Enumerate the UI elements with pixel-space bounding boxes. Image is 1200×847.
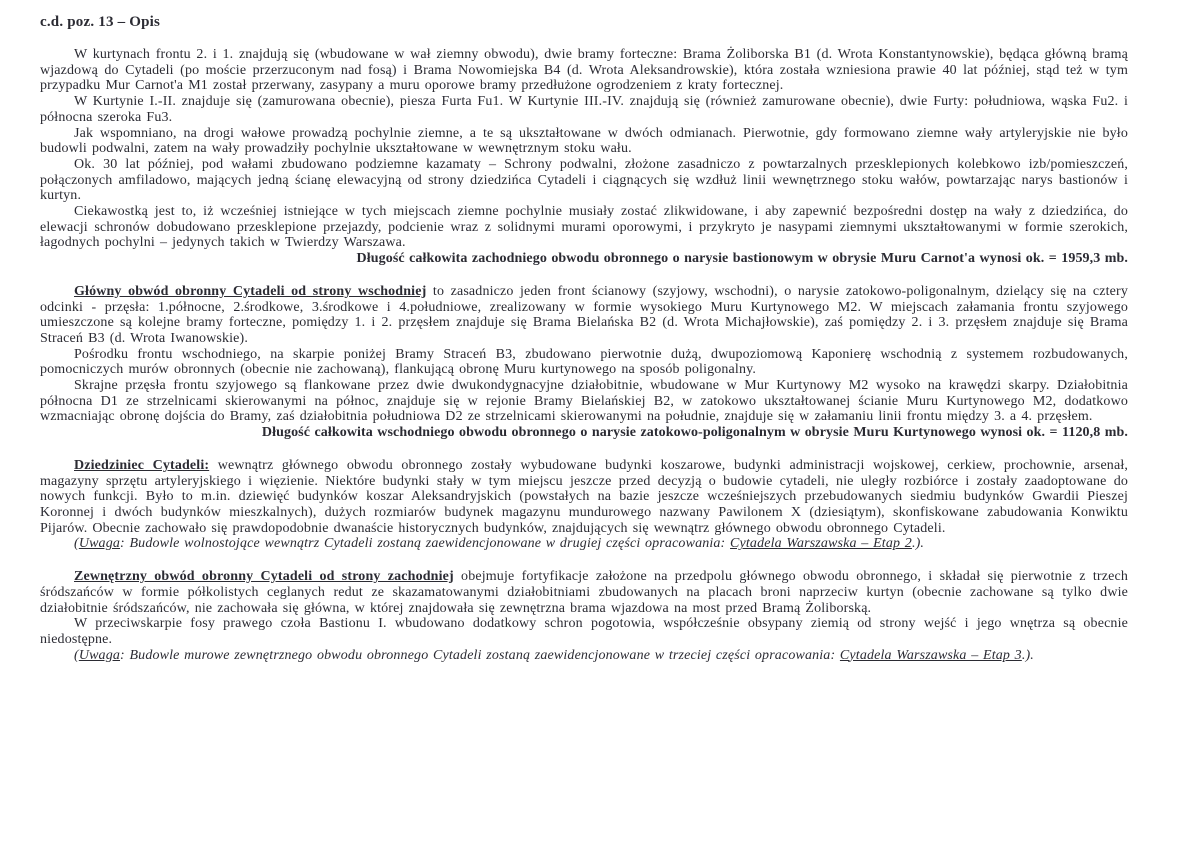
paragraph-text: to zasadniczo jeden front ścianowy (szyjowy, wschodni), o narysie zatokowo-poligonalnym, dzielący się na cztery odcinki - przęsła: 1.północne, 2.środkowe, 3.środkowe i 4.południowe, zrealizowany w formie wysokiego Muru Kurtynowego M2. W miejscach załamania frontu szyjowego umieszczone są kolejne bramy forteczne, pomiędzy 1. i 2. przęsłem znajduje się Brama Bielańska B2 (d. Wrota Michajłowskie), zaś pomiędzy 2. i 3. przęsłem znajduje się Brama Straceń B3 (d. Wrota Iwanowskie). [40,283,1128,346]
paragraph-text: Ok. 30 lat później, pod wałami zbudowano podziemne kazamaty – Schrony podwalni, złożone zasadniczo z powtarzalnych przesklepionych kolebkowo izb/pomieszczeń, połączonych amfiladowo, mających jedną ścianę elewacyjną od strony dziedzińca Cytadeli i ciągnących się wzdłuż linii wewnętrznego stoku wałów, powtarzając narys bastionów i kurtyn. [40,156,1128,204]
paragraph-text: obejmuje fortyfikacje założone na przedpolu głównego obwodu obronnego, i składał się pierwotnie z trzech śródszańców w formie półkolistych ceglanych redut ze skazamatowanymi działobitniami zbudowanych na placach broni naprzeciw kurtyn (obecnie zachowane są tylko dwie działobitnie śródszańców, nie zachowała się główna, w której znajdowała się zewnętrzna brama wjazdowa na most przed Bramą Żoliborską. [40,569,1128,616]
section-lead-paragraph [40,569,1128,616]
paragraph [40,126,1128,157]
paragraph-text: wewnątrz głównego obwodu obronnego zostały wybudowane budynki koszarowe, budynki administracji wojskowej, cerkiew, prochownie, arsenał, magazyny sprzętu artyleryjskiego i więzienie. Niektóre budynki stały w tym miejscu jeszcze przed decyzją o budowie cytadeli, nie uległy rozbiórce i zostały zaadoptowane do nowych funkcji. Było to m.in. dziewięć budynków koszar Aleksandryjskich (powstałych na bazie jeszcze wcześniejszych przebudowanych siedmiu budynków Gwardii Pieszej Koronnej i dwóch budynków mieszkalnych), dużych rozmiarów budynek magazynu mundurowego nazwany Pawilonem X (dziesiątym), skonfiskowane zabudowania Konwiktu Pijarów. Obecnie zachowało się prawdopodobnie dwanaście historycznych budynków, znajdujących się wewnątrz głównego obwodu obronnego Cytadeli. [40,457,1129,536]
section-dziedziniec [40,458,1128,552]
section-heading-dziedziniec: Dziedziniec Cytadeli: [74,457,210,473]
section-zewnetrzny-obwod [40,569,1128,663]
paragraph-text: W kurtynach frontu 2. i 1. znajdują się (wbudowane w wał ziemny obwodu), dwie bramy forteczne: Brama Żoliborska B1 (d. Wrota Konstantynowskie), będąca główną bramą wjazdową do Cytadeli (po moście przerzuconym nad fosą) i Brama Nowomiejska B4 (d. Wrota Aleksandrowskie), która została wzniesiona prawie 40 lat później, stąd też w tym przypadku Mur Carnot'a M1 został przerwany, zasypany a muru oporowe bramy przedłużone ogrodzeniem z kraty fortecznej. [40,47,1128,94]
paragraph [40,378,1128,425]
paragraph [40,347,1128,378]
page-title: c.d. poz. 13 – Opis [40,14,161,30]
note-etap-2 [40,536,1128,552]
paragraph [40,204,1128,251]
section-heading-wschodni: Główny obwód obronny Cytadeli od strony wschodniej [74,283,427,299]
note-text: ( [74,647,79,663]
note-text: .). [1021,647,1034,663]
paragraph [40,616,1128,647]
paragraph [40,157,1128,204]
paragraph-text: W Kurtynie I.-II. znajduje się (zamurowana obecnie), piesza Furta Fu1. W Kurtynie III.-IV. znajdują się (również zamurowane obecnie), dwie Furty: południowa, wąska Fu2. i północna szeroka Fu3. [40,94,1128,125]
paragraph-text: Ciekawostką jest to, iż wcześniej istniejące w tych miejscach ziemne pochylnie musiały zostać zlikwidowane, i aby zapewnić bezpośredni dostęp na wały z dziedzińca, do elewacji schronów dobudowano przesklepione przejazdy, podcienie wraz z solidnymi murami oporowymi, i przykryto je nasypami ziemnymi ukształtowanymi w formie szerokich, łagodnych pochylni – jedynych takich w Twierdzy Warszawa. [40,204,1128,251]
section-heading-zewnetrzny: Zewnętrzny obwód obronny Cytadeli od strony zachodniej [74,569,454,585]
note-label: Uwaga [78,536,121,552]
section-lead-paragraph [40,284,1128,347]
paragraph-text: Pośrodku frontu wschodniego, na skarpie poniżej Bramy Straceń B3, zbudowano pierwotnie dużą, dwupoziomową Kaponierę wschodnią z systemem rozbudowanych, pomocniczych murów obronnych (obecnie nie zachowaną), flankującą obronę Muru kurtynowego na sposób poligonalny. [40,346,1128,378]
note-text: : Budowle wolnostojące wewnątrz Cytadeli zostaną zaewidencjonowane w drugiej części opracowania: [120,536,731,552]
paragraph-text: Jak wspomniano, na drogi wałowe prowadzą pochylnie ziemne, a te są ukształtowane w dwóch odmianach. Pierwotnie, gdy formowano ziemne wały artyleryjskie nie było budowli podwalni, zatem na wały prowadziły pochylnie ukształtowane w wewnętrznym stoku wału. [40,125,1128,157]
section-glowny-obwod-wschodni [40,284,1128,441]
section-zachodni-obwod [40,47,1128,267]
paragraph-text: Skrajne przęsła frontu szyjowego są flankowane przez dwie dwukondygnacyjne działobitnie, wbudowane w Mur Kurtynowy M2 wysoko na krawędzi skarpy. Działobitnia północna D1 ze strzelnicami skierowanymi na północ, znajduje się w rejonie Bramy Bielańskiej B2, w zatokowo ukształtowanej ścianie Muru Kurtynowego M2, dodatkowo wzmacniając obronę dojścia do Bramy, zaś działobitnia południowa D2 ze strzelnicami skierowanymi na południe, znajduje się w załamaniu linii frontu między 3. a 4. przęsłem. [40,378,1128,425]
note-text: ( [74,536,79,552]
length-summary-east: Długość całkowita wschodniego obwodu obronnego o narysie zatokowo-poligonalnym w obrysie Muru Kurtynowego wynosi ok. = 1120,8 mb. [261,425,1128,441]
paragraph-text: W przeciwskarpie fosy prawego czoła Bastionu I. wbudowano dodatkowy schron pogotowia, współcześnie obsypany ziemią od strony wejść i jego wnętrza są obecnie niedostępne. [40,616,1128,647]
note-reference: Cytadela Warszawska – Etap 2 [730,536,912,552]
note-label: Uwaga [78,647,121,663]
note-text: .). [911,536,925,552]
paragraph [40,94,1128,125]
paragraph [40,47,1128,94]
note-etap-3 [40,648,1128,664]
section-lead-paragraph [40,458,1128,537]
length-summary-west: Długość całkowita zachodniego obwodu obronnego o narysie bastionowym w obrysie Muru Carnot'a wynosi ok. = 1959,3 mb. [356,251,1128,267]
note-text: : Budowle murowe zewnętrznego obwodu obronnego Cytadeli zostaną zaewidencjonowane w trzeciej części opracowania: [120,647,840,663]
note-reference: Cytadela Warszawska – Etap 3 [839,647,1022,663]
